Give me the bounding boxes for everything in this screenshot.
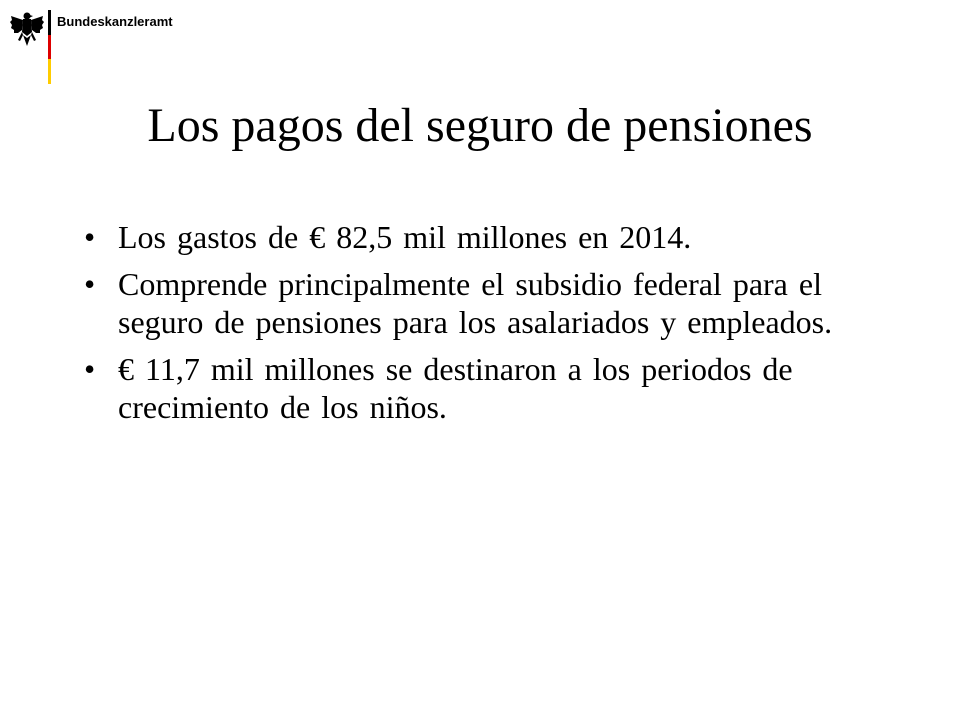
flag-stripe-gold [48, 59, 51, 84]
bullet-item [84, 218, 884, 256]
flag-stripe-red [48, 35, 51, 59]
bundeskanzleramt-logo [0, 0, 240, 90]
flag-stripe-black [48, 10, 51, 35]
bullet-text: Comprende principalmente el subsidio federal para el seguro de pensiones para los asalariados y empleados. [118, 266, 833, 340]
bullet-dot-icon: • [84, 266, 96, 302]
bullet-item [84, 265, 884, 341]
federal-eagle-icon [10, 10, 44, 48]
bullet-dot-icon: • [84, 219, 96, 255]
bullet-text: Los gastos de € 82,5 mil millones en 2014. [118, 219, 692, 255]
slide-title: Los pagos del seguro de pensiones [147, 99, 813, 152]
bullet-list [84, 218, 884, 435]
bullet-text: € 11,7 mil millones se destinaron a los periodos de crecimiento de los niños. [118, 351, 793, 425]
bullet-dot-icon: • [84, 351, 96, 387]
bullet-item [84, 350, 884, 426]
org-name: Bundeskanzleramt [57, 14, 173, 29]
german-flag-bar [48, 10, 51, 84]
